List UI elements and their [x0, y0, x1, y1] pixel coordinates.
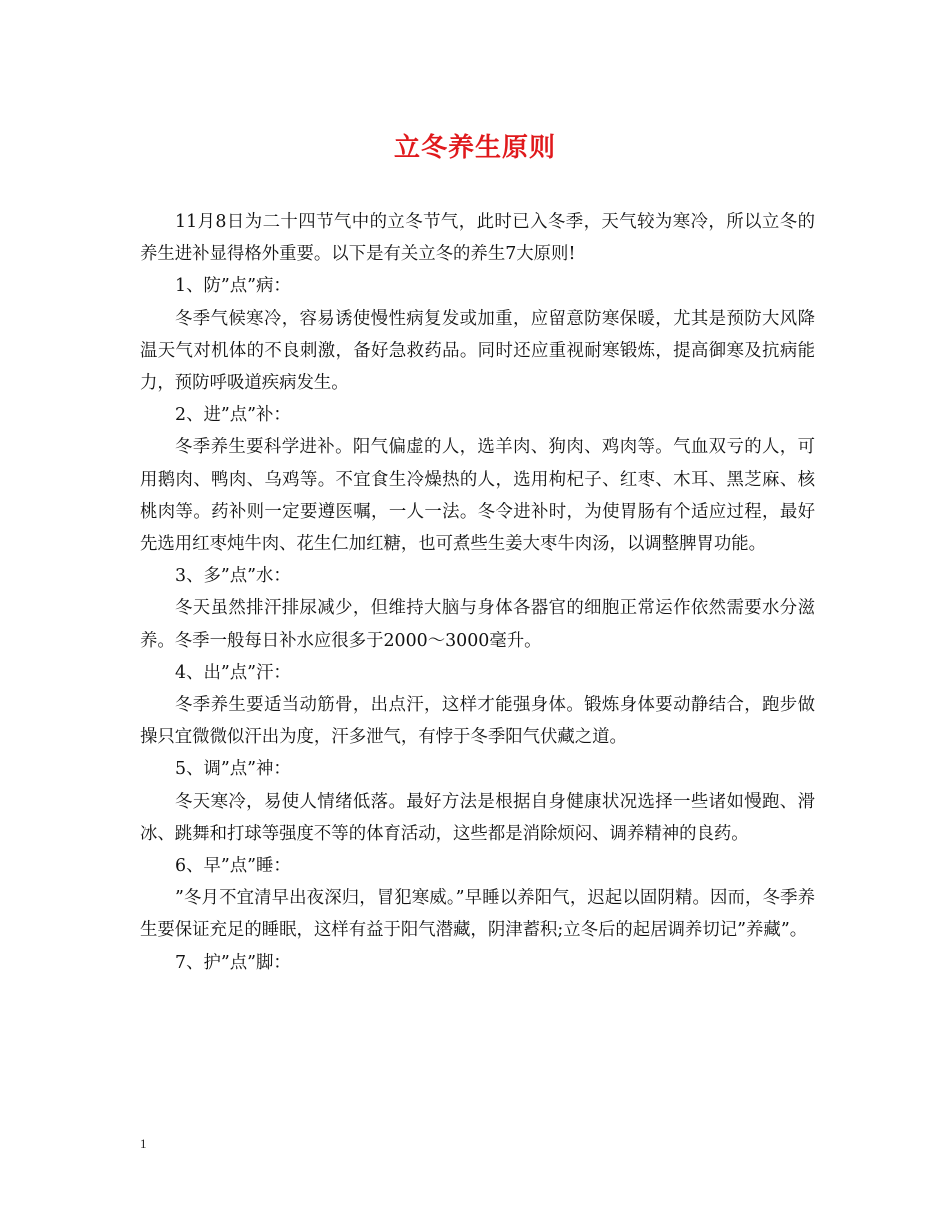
page-number: 1 — [140, 1136, 147, 1151]
intro-paragraph: 11月8日为二十四节气中的立冬节气，此时已入冬季，天气较为寒冷，所以立冬的养生进补显得格外重要。以下是有关立冬的养生7大原则! — [140, 212, 815, 265]
section-heading-2: 2、进”点”补： — [175, 405, 291, 426]
section-paragraph-4: 冬季养生要适当动筋骨，出点汗，这样才能强身体。锻炼身体要动静结合，跑步做操只宜微微似汗出为度，汗多泄气，有悖于冬季阳气伏藏之道。 — [140, 695, 815, 748]
document-body — [140, 206, 815, 979]
document-title: 立冬养生原则 — [393, 133, 556, 163]
section-paragraph-3: 冬天虽然排汗排尿减少，但维持大脑与身体各器官的细胞正常运作依然需要水分滋养。冬季一般每日补水应很多于2000～3000毫升。 — [140, 598, 815, 651]
section-heading-5: 5、调”点”神： — [175, 759, 291, 780]
section-heading-1: 1、防”点”病： — [175, 276, 291, 297]
section-paragraph-2: 冬季养生要科学进补。阳气偏虚的人，选羊肉、狗肉、鸡肉等。气血双亏的人，可用鹅肉、鸭肉、乌鸡等。不宜食生冷燥热的人，选用枸杞子、红枣、木耳、黑芝麻、核桃肉等。药补则一定要遵医嘱，一人一法。冬令进补时，为使胃肠有个适应过程，最好先选用红枣炖牛肉、花生仁加红糖，也可煮些生姜大枣牛肉汤，以调整脾胃功能。 — [140, 437, 815, 555]
section-paragraph-6: ”冬月不宜清早出夜深归，冒犯寒威。”早睡以养阳气，迟起以固阴精。因而，冬季养生要保证充足的睡眠，这样有益于阳气潜藏，阴津蓄积;立冬后的起居调养切记”养藏”。 — [140, 888, 815, 941]
section-heading-6: 6、早”点”睡： — [175, 856, 291, 877]
section-paragraph-1: 冬季气候寒冷，容易诱使慢性病复发或加重，应留意防寒保暖，尤其是预防大风降温天气对机体的不良刺激，备好急救药品。同时还应重视耐寒锻炼，提高御寒及抗病能力，预防呼吸道疾病发生。 — [140, 308, 815, 394]
section-heading-7: 7、护”点”脚： — [175, 952, 291, 973]
section-paragraph-5: 冬天寒冷，易使人情绪低落。最好方法是根据自身健康状况选择一些诸如慢跑、滑冰、跳舞和打球等强度不等的体育活动，这些都是消除烦闷、调养精神的良药。 — [140, 791, 815, 844]
section-heading-3: 3、多”点”水： — [175, 566, 291, 587]
section-heading-4: 4、出”点”汗： — [175, 662, 291, 683]
